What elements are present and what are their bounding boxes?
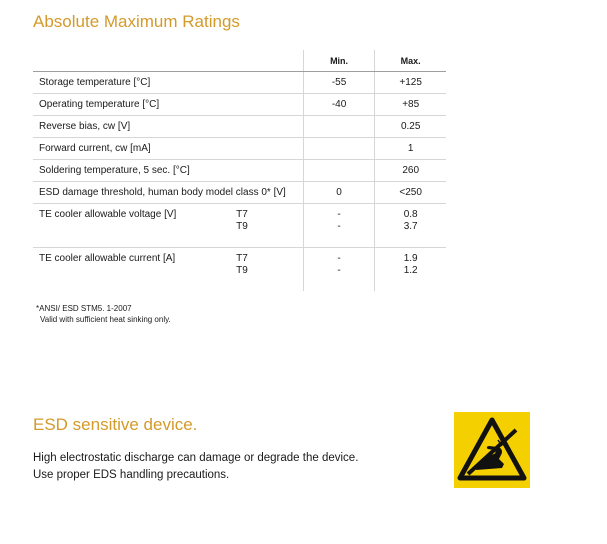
table-row-te-current [33, 248, 446, 292]
max-value: 1.9 [403, 253, 418, 264]
table-row-te-voltage [33, 204, 446, 248]
table-row [33, 94, 446, 116]
table-header-row [33, 50, 446, 72]
esd-warning-icon [454, 412, 530, 488]
max-cell: 1 [375, 138, 446, 160]
min-value: - [337, 253, 341, 264]
param-cell: ESD damage threshold, human body model class 0* [V] [33, 182, 303, 204]
min-cell [303, 160, 375, 182]
min-value: - [337, 221, 341, 232]
esd-line: High electrostatic discharge can damage or degrade the device. [33, 452, 359, 464]
max-cell: 0.25 [375, 116, 446, 138]
min-cell [303, 116, 375, 138]
min-cell: -40 [303, 94, 375, 116]
table-row [33, 116, 446, 138]
max-value: 0.8 [403, 209, 418, 220]
param-cell: Operating temperature [°C] [33, 94, 303, 116]
footnote-line: Valid with sufficient heat sinking only. [40, 315, 171, 324]
min-cell [303, 138, 375, 160]
absolute-max-title: Absolute Maximum Ratings [33, 12, 240, 31]
esd-title: ESD sensitive device. [33, 415, 198, 434]
variant-label: T9 [236, 221, 248, 232]
te-voltage-label: TE cooler allowable voltage [V] [39, 209, 177, 220]
table-row [33, 182, 446, 204]
max-cell [375, 248, 446, 292]
param-cell: Storage temperature [°C] [33, 72, 303, 94]
max-cell [375, 204, 446, 248]
min-cell [303, 248, 375, 292]
variant-label: T9 [236, 265, 248, 276]
table-row [33, 138, 446, 160]
min-cell [303, 204, 375, 248]
param-header [33, 50, 303, 72]
variant-label: T7 [236, 209, 248, 220]
max-header: Max. [375, 50, 446, 72]
table-row [33, 160, 446, 182]
max-value: 3.7 [403, 221, 418, 232]
ratings-table [33, 50, 446, 291]
min-cell: 0 [303, 182, 375, 204]
param-cell [33, 204, 303, 248]
variant-label: T7 [236, 253, 248, 264]
esd-description [33, 450, 358, 484]
footnote [36, 303, 171, 325]
param-cell [33, 248, 303, 292]
te-current-label: TE cooler allowable current [A] [39, 253, 176, 264]
max-cell: +125 [375, 72, 446, 94]
min-cell: -55 [303, 72, 375, 94]
table-row [33, 72, 446, 94]
esd-line: Use proper EDS handling precautions. [33, 469, 230, 481]
min-value: - [337, 209, 341, 220]
min-header: Min. [303, 50, 375, 72]
max-cell: +85 [375, 94, 446, 116]
param-cell: Soldering temperature, 5 sec. [°C] [33, 160, 303, 182]
max-cell: <250 [375, 182, 446, 204]
param-cell: Forward current, cw [mA] [33, 138, 303, 160]
param-cell: Reverse bias, cw [V] [33, 116, 303, 138]
min-value: - [337, 265, 341, 276]
footnote-line: *ANSI/ ESD STM5. 1-2007 [36, 304, 132, 313]
max-value: 1.2 [403, 265, 418, 276]
max-cell: 260 [375, 160, 446, 182]
